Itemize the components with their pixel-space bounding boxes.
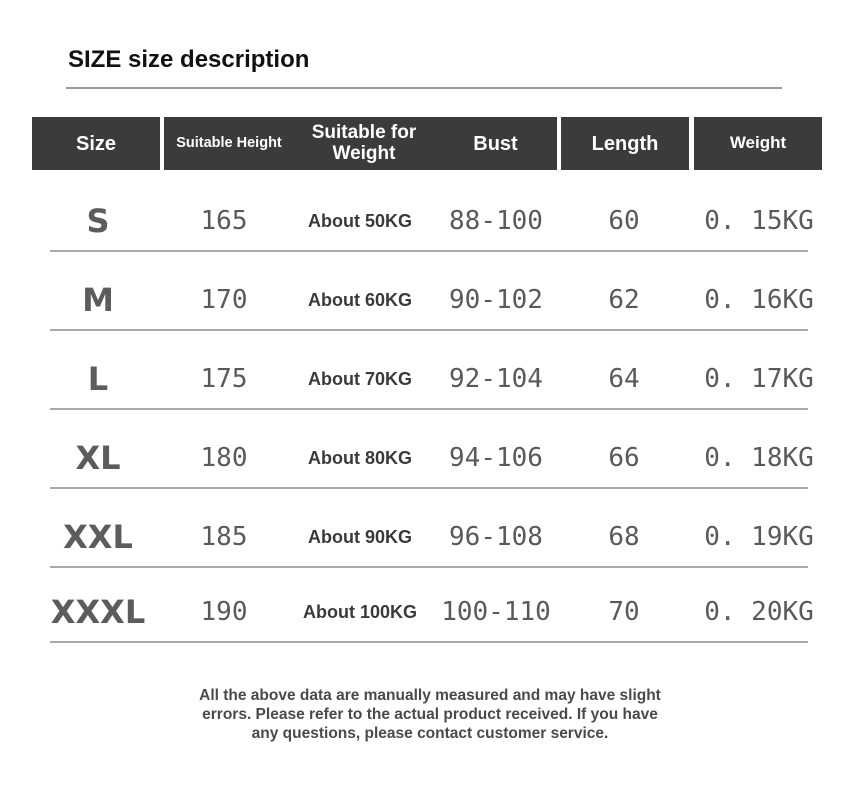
cell-bust: 90-102 <box>449 285 543 315</box>
table-header <box>32 117 822 170</box>
header-weight <box>694 117 822 170</box>
cell-bust: 100-110 <box>441 597 551 627</box>
row-divider <box>50 329 808 331</box>
row-divider <box>50 487 808 489</box>
cell-length: 60 <box>608 206 640 236</box>
table-row <box>50 508 814 568</box>
cell-bust: 88-100 <box>449 206 543 236</box>
cell-bust: 92-104 <box>449 364 543 394</box>
cell-height: 185 <box>200 522 248 552</box>
row-divider <box>50 250 808 252</box>
cell-product-weight: 0. 16KG <box>704 285 814 315</box>
header-suitable-height <box>164 117 294 170</box>
cell-height: 165 <box>200 206 248 236</box>
cell-bust: 94-106 <box>449 443 543 473</box>
header-suitable-weight-line1: Suitable for <box>311 121 417 143</box>
table-row <box>50 583 814 643</box>
cell-height: 175 <box>200 364 248 394</box>
cell-length: 64 <box>608 364 640 394</box>
cell-size: XL <box>75 439 121 477</box>
title-divider <box>66 87 782 89</box>
cell-product-weight: 0. 15KG <box>704 206 814 236</box>
header-size-label: Size <box>75 132 117 155</box>
header-suitable-weight <box>294 117 434 170</box>
cell-weight: About 70KG <box>307 368 412 389</box>
cell-product-weight: 0. 19KG <box>704 522 814 552</box>
header-bust-label: Bust <box>473 132 518 155</box>
header-length <box>561 117 689 170</box>
table-row <box>50 350 814 410</box>
cell-product-weight: 0. 17KG <box>704 364 814 394</box>
cell-size: XXXL <box>50 593 146 631</box>
table-row <box>50 271 814 331</box>
header-weight-label: Weight <box>729 133 787 153</box>
cell-product-weight: 0. 18KG <box>704 443 814 473</box>
cell-weight: About 80KG <box>307 447 412 468</box>
header-size <box>32 117 160 170</box>
cell-weight: About 50KG <box>307 210 412 231</box>
cell-weight: About 60KG <box>307 289 412 310</box>
page-title: SIZE size description <box>68 46 310 73</box>
cell-length: 66 <box>608 443 640 473</box>
cell-size: L <box>87 360 109 398</box>
row-divider <box>50 566 808 568</box>
header-suitable-height-label: Suitable Height <box>176 134 282 151</box>
row-divider <box>50 408 808 410</box>
cell-height: 190 <box>200 597 248 627</box>
cell-height: 180 <box>200 443 248 473</box>
cell-product-weight: 0. 20KG <box>704 597 814 627</box>
header-bust <box>434 117 557 170</box>
cell-bust: 96-108 <box>449 522 543 552</box>
cell-length: 70 <box>608 597 640 627</box>
row-divider <box>50 641 808 643</box>
table-row <box>50 192 814 252</box>
cell-length: 62 <box>608 285 640 315</box>
cell-size: M <box>82 281 114 319</box>
table-row <box>50 429 814 489</box>
header-suitable-weight-line2: Weight <box>332 142 396 164</box>
cell-size: XXL <box>63 518 133 556</box>
cell-size: S <box>86 202 110 240</box>
cell-weight: About 100KG <box>302 601 417 622</box>
cell-weight: About 90KG <box>307 526 412 547</box>
disclaimer-note: All the above data are manually measured and may have slight errors. Please refer to the actual product received. If you have any questions, please contact customer service. <box>199 687 661 742</box>
header-length-label: Length <box>591 132 659 155</box>
cell-length: 68 <box>608 522 640 552</box>
cell-height: 170 <box>200 285 248 315</box>
